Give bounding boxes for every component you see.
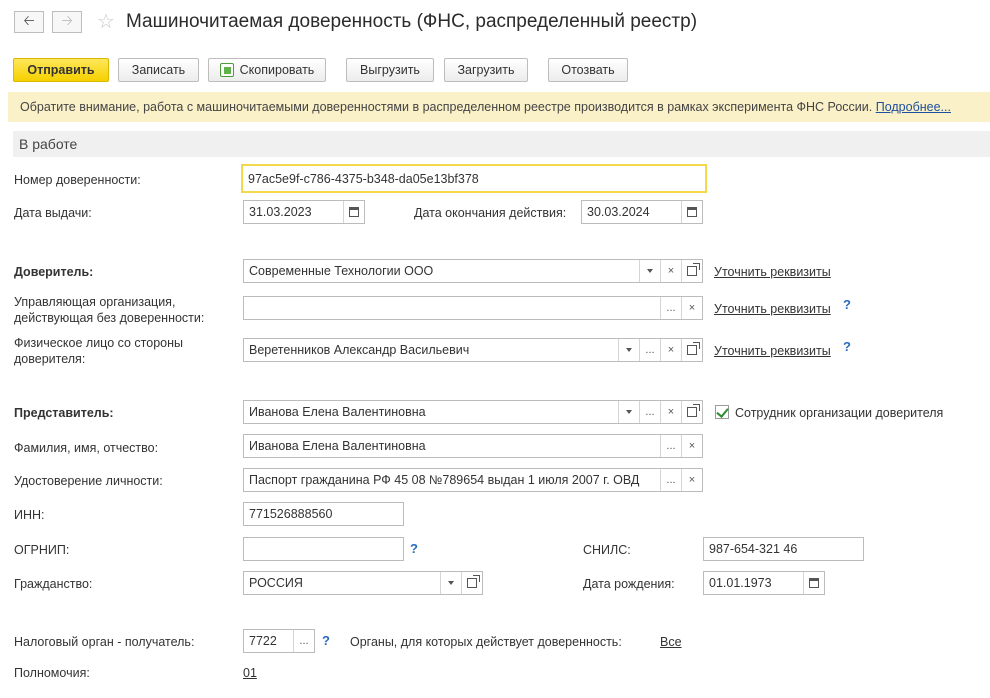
bodies-label: Органы, для которых действует доверенность: — [350, 635, 622, 649]
managing-org-value — [244, 297, 660, 319]
citizenship-value: РОССИЯ — [249, 576, 303, 590]
status-header: В работе — [13, 131, 990, 157]
end-date-value: 30.03.2024 — [587, 205, 650, 219]
select-button[interactable] — [660, 469, 681, 491]
calendar-button[interactable] — [803, 572, 824, 594]
end-date-field[interactable] — [581, 200, 703, 224]
number-input[interactable] — [241, 164, 707, 193]
inn-value: 771526888560 — [249, 507, 333, 521]
birth-date-label: Дата рождения: — [583, 577, 675, 591]
select-button[interactable] — [293, 630, 314, 652]
managing-org-label-line1: Управляющая организация, — [14, 295, 176, 309]
birth-date-value: 01.01.1973 — [709, 576, 772, 590]
save-button[interactable]: Записать — [118, 58, 199, 82]
banner-text: Обратите внимание, работа с машиночитаемыми доверенностями в распределенном реестре производится в рамках эксперимента ФНС России. — [20, 100, 873, 114]
tax-authority-value: 7722 — [249, 634, 277, 648]
copy-icon — [220, 63, 234, 77]
full-name-label: Фамилия, имя, отчество: — [14, 441, 159, 455]
chevron-down-icon — [448, 581, 454, 585]
person-label-line2: доверителя: — [14, 352, 86, 366]
person-details-link[interactable]: Уточнить реквизиты — [714, 344, 831, 358]
tax-authority-label: Налоговый орган - получатель: — [14, 635, 195, 649]
open-button[interactable] — [461, 572, 482, 594]
select-button[interactable] — [660, 435, 681, 457]
clear-button[interactable] — [681, 435, 702, 457]
open-button[interactable] — [681, 401, 702, 423]
open-icon — [687, 407, 697, 417]
close-icon: × — [667, 265, 675, 277]
calendar-icon — [349, 207, 359, 217]
calendar-icon — [809, 578, 819, 588]
help-icon[interactable]: ? — [322, 633, 330, 648]
close-icon: × — [688, 302, 696, 314]
managing-org-label-line2: действующая без доверенности: — [14, 311, 205, 325]
clear-button[interactable] — [660, 339, 681, 361]
forward-button[interactable] — [52, 11, 82, 33]
ellipsis-icon: ... — [666, 302, 676, 314]
issue-date-field[interactable] — [243, 200, 365, 224]
person-field[interactable] — [243, 338, 703, 362]
person-label — [14, 335, 183, 367]
identity-field[interactable] — [243, 468, 703, 492]
export-button[interactable]: Выгрузить — [346, 58, 434, 82]
open-icon — [687, 345, 697, 355]
help-icon[interactable]: ? — [410, 541, 418, 556]
principal-field[interactable] — [243, 259, 703, 283]
managing-org-field[interactable] — [243, 296, 703, 320]
person-label-line1: Физическое лицо со стороны — [14, 336, 184, 350]
ellipsis-icon: ... — [645, 406, 655, 418]
close-icon: × — [667, 344, 675, 356]
dropdown-button[interactable] — [618, 401, 639, 423]
birth-date-field[interactable] — [703, 571, 825, 595]
dropdown-button[interactable] — [639, 260, 660, 282]
ellipsis-icon: ... — [645, 344, 655, 356]
powers-link[interactable]: 01 — [243, 666, 257, 680]
select-button[interactable] — [639, 339, 660, 361]
citizenship-label: Гражданство: — [14, 577, 93, 591]
ellipsis-icon: ... — [666, 474, 676, 486]
inn-input[interactable] — [243, 502, 404, 526]
calendar-button[interactable] — [343, 201, 364, 223]
ellipsis-icon: ... — [666, 440, 676, 452]
identity-value: Паспорт гражданина РФ 45 08 №789654 выдан 1 июля 2007 г. ОВД — [249, 473, 640, 487]
citizenship-field[interactable] — [243, 571, 483, 595]
issue-date-value: 31.03.2023 — [249, 205, 312, 219]
managing-org-label — [14, 294, 204, 326]
person-value: Веретенников Александр Васильевич — [249, 343, 470, 357]
open-icon — [467, 578, 477, 588]
back-button[interactable] — [14, 11, 44, 33]
end-date-label: Дата окончания действия: — [414, 206, 567, 220]
identity-label: Удостоверение личности: — [14, 474, 163, 488]
inn-label: ИНН: — [14, 508, 45, 522]
representative-value: Иванова Елена Валентиновна — [249, 405, 426, 419]
full-name-field[interactable] — [243, 434, 703, 458]
help-icon[interactable]: ? — [843, 339, 851, 354]
page-title: Машиночитаемая доверенность (ФНС, распределенный реестр) — [126, 11, 698, 32]
issue-date-label: Дата выдачи: — [14, 206, 92, 220]
bodies-link[interactable]: Все — [660, 635, 682, 649]
powers-label: Полномочия: — [14, 666, 90, 680]
principal-label: Доверитель: — [14, 265, 94, 279]
banner-more-link[interactable]: Подробнее... — [875, 100, 951, 114]
employee-checkbox-label: Сотрудник организации доверителя — [735, 406, 944, 420]
number-label: Номер доверенности: — [14, 173, 141, 187]
clear-button[interactable] — [681, 297, 702, 319]
ellipsis-icon: ... — [299, 635, 309, 647]
help-icon[interactable]: ? — [843, 297, 851, 312]
representative-field[interactable] — [243, 400, 703, 424]
dropdown-button[interactable] — [440, 572, 461, 594]
ogrnip-label: ОГРНИП: — [14, 543, 70, 557]
revoke-button[interactable]: Отозвать — [548, 58, 628, 82]
snils-input[interactable] — [703, 537, 864, 561]
close-icon: × — [667, 406, 675, 418]
copy-button-label: Скопировать — [239, 63, 315, 77]
send-button[interactable]: Отправить — [13, 58, 109, 82]
ogrnip-input[interactable] — [243, 537, 404, 561]
principal-details-link[interactable]: Уточнить реквизиты — [714, 265, 831, 279]
open-icon — [687, 266, 697, 276]
dropdown-button[interactable] — [618, 339, 639, 361]
arrow-left-icon: 🡠 — [23, 12, 35, 28]
select-button[interactable] — [660, 297, 681, 319]
snils-value: 987-654-321 46 — [709, 542, 798, 556]
chevron-down-icon — [626, 410, 632, 414]
clear-button[interactable] — [660, 260, 681, 282]
employee-checkbox[interactable] — [715, 405, 729, 419]
copy-button[interactable] — [208, 58, 326, 82]
star-icon[interactable]: ☆ — [97, 11, 115, 33]
arrow-right-icon: 🡢 — [61, 12, 73, 28]
full-name-value: Иванова Елена Валентиновна — [249, 439, 426, 453]
close-icon: × — [688, 440, 696, 452]
representative-label: Представитель: — [14, 406, 114, 420]
principal-value: Современные Технологии ООО — [249, 264, 434, 278]
open-button[interactable] — [681, 339, 702, 361]
open-button[interactable] — [681, 260, 702, 282]
clear-button[interactable] — [681, 469, 702, 491]
number-value: 97ac5e9f-c786-4375-b348-da05e13bf378 — [248, 171, 479, 186]
managing-org-details-link[interactable]: Уточнить реквизиты — [714, 302, 831, 316]
chevron-down-icon — [647, 269, 653, 273]
chevron-down-icon — [626, 348, 632, 352]
import-button[interactable]: Загрузить — [444, 58, 528, 82]
info-banner — [8, 92, 990, 122]
ogrnip-value — [244, 538, 403, 560]
snils-label: СНИЛС: — [583, 543, 631, 557]
calendar-button[interactable] — [681, 201, 702, 223]
tax-authority-field[interactable] — [243, 629, 315, 653]
close-icon: × — [688, 474, 696, 486]
clear-button[interactable] — [660, 401, 681, 423]
select-button[interactable] — [639, 401, 660, 423]
calendar-icon — [687, 207, 697, 217]
